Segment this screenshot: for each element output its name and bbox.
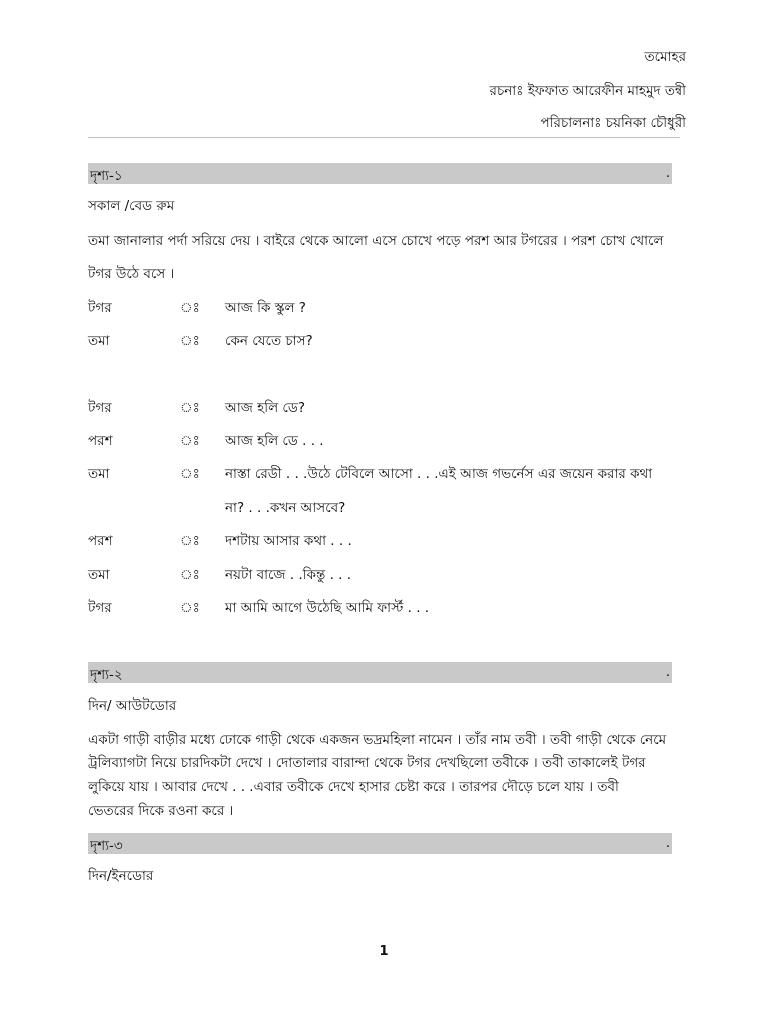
dialogue-line: দশটায় আসার কথা . . . xyxy=(225,533,352,549)
speaker-name: টগর xyxy=(88,400,112,416)
scene-heading: দৃশ্য-২ xyxy=(90,667,123,683)
speaker-colon: ঃ xyxy=(180,433,200,449)
speaker-colon: ঃ xyxy=(180,466,200,482)
speaker-name: তমা xyxy=(88,466,110,482)
action-line: টগর উঠে বসে । xyxy=(88,266,175,282)
speaker-colon: ঃ xyxy=(180,567,200,583)
dialogue-line: নয়টা বাজে . .কিন্তু . . . xyxy=(225,567,352,583)
scene-heading-band xyxy=(88,662,672,683)
dialogue-line: মা আমি আগে উঠেছি আমি ফার্স্ট . . . xyxy=(225,600,430,616)
scene-heading-band xyxy=(88,833,672,854)
scene-setting: দিন/ইনডোর xyxy=(88,868,154,884)
scene-setting: দিন/ আউটডোর xyxy=(88,698,177,714)
dialogue-line: আজ কি স্কুল ? xyxy=(225,300,306,316)
dialogue-line: আজ হলি ডে? xyxy=(225,400,305,416)
scene-heading: দৃশ্য-১ xyxy=(90,168,123,184)
speaker-name: পরশ xyxy=(88,533,113,549)
speaker-name: টগর xyxy=(88,600,112,616)
action-line: লুকিয়ে যায় । আবার দেখে . . .এবার তবীকে দেখে হাসার চেষ্টা করে । তারপর দৌড়ে চলে যায় । তবী xyxy=(88,779,619,795)
speaker-colon: ঃ xyxy=(180,300,200,316)
scene-setting: সকাল /বেড রুম xyxy=(88,198,175,214)
speaker-name: পরশ xyxy=(88,433,113,449)
scene-heading-band xyxy=(88,163,672,184)
dialogue-line: কেন যেতে চাস? xyxy=(225,333,313,349)
speaker-colon: ঃ xyxy=(180,333,200,349)
writer-credit: রচনাঃ ইফফাত আরেফীন মাহমুদ তন্বী xyxy=(489,83,686,99)
action-line: ট্রলিব্যাগটা নিয়ে চারদিকটা দেখে । দোতালার বারান্দা থেকে টগর দেখছিলো তবীকে । তবী তাকালেই টগর xyxy=(88,755,646,771)
dialogue-line: আজ হলি ডে . . . xyxy=(225,433,324,449)
dialogue-line: নাস্তা রেডী . . .উঠে টেবিলে আসো . . .এই আজ গভর্নেস এর জয়েন করার কথা xyxy=(225,466,653,482)
scene-heading-dot: . xyxy=(665,835,670,851)
speaker-colon: ঃ xyxy=(180,600,200,616)
action-line: ভেতরের দিকে রওনা করে । xyxy=(88,803,234,819)
speaker-colon: ঃ xyxy=(180,400,200,416)
speaker-name: টগর xyxy=(88,300,112,316)
header-divider xyxy=(88,137,680,138)
speaker-colon: ঃ xyxy=(180,533,200,549)
speaker-name: তমা xyxy=(88,567,110,583)
action-line: তমা জানালার পর্দা সরিয়ে দেয় । বাইরে থেকে আলো এসে চোখে পড়ে পরশ আর টগরের । পরশ চোখ খোলে xyxy=(88,233,664,249)
speaker-name: তমা xyxy=(88,333,110,349)
scene-heading: দৃশ্য-৩ xyxy=(90,838,123,854)
action-line: একটা গাড়ী বাড়ীর মধ্যে ঢোকে গাড়ী থেকে একজন ভদ্রমহিলা নামেন । তাঁর নাম তবী । তবী গাড়ী থেকে নেমে xyxy=(88,732,667,748)
dialogue-line: না? . . .কখন আসবে? xyxy=(225,500,346,516)
script-title: তমোহর xyxy=(644,49,686,65)
scene-heading-dot: . xyxy=(665,165,670,181)
scene-heading-dot: . xyxy=(665,664,670,680)
director-credit: পরিচালনাঃ চয়নিকা চৌধুরী xyxy=(540,115,686,131)
page-number: 1 xyxy=(379,944,389,959)
